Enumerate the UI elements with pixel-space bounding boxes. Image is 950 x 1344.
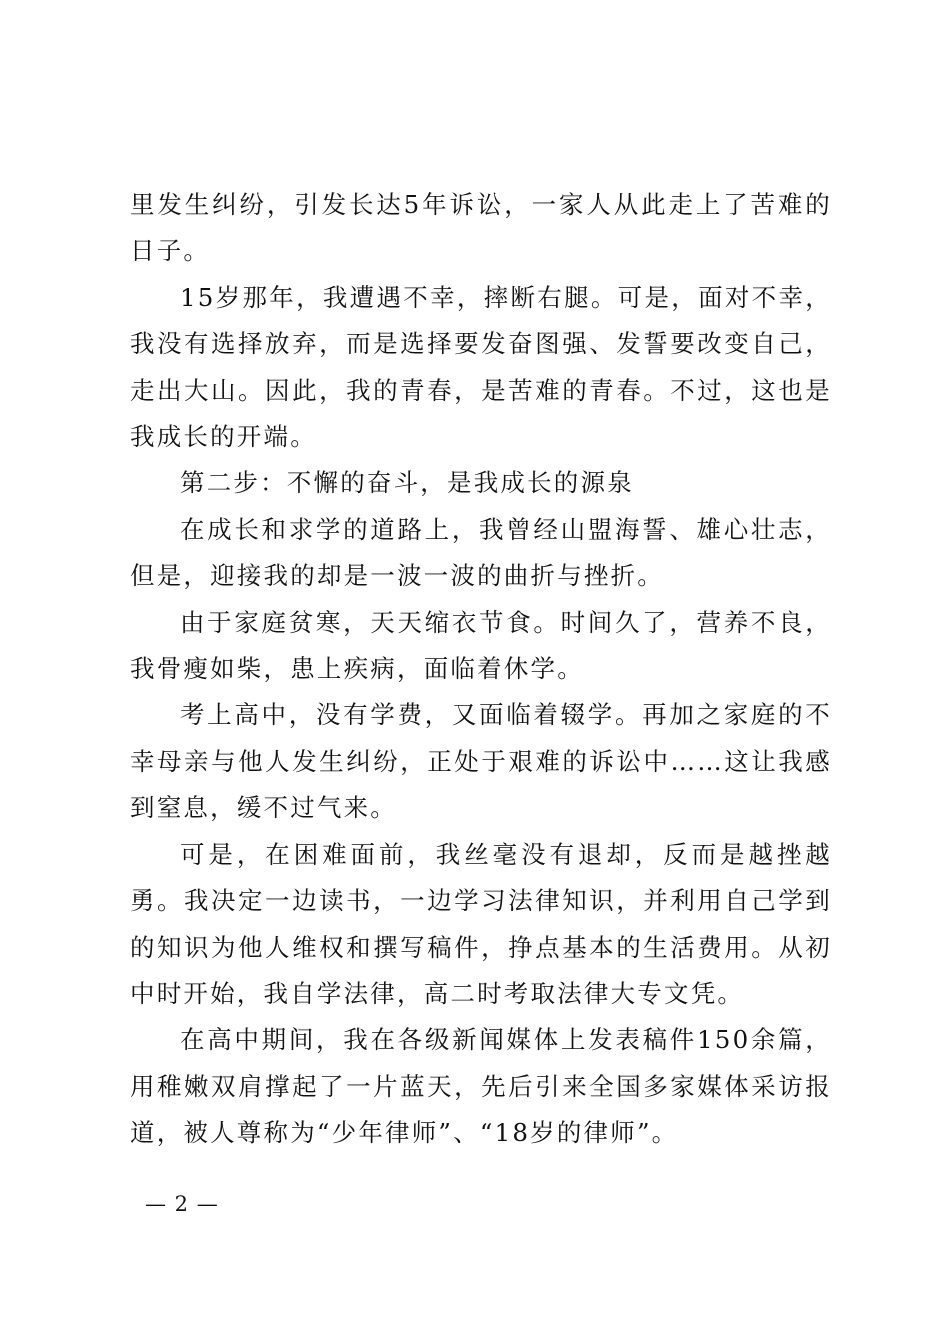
paragraph: 在成长和求学的道路上，我曾经山盟海誓、雄心壮志，但是，迎接我的却是一波一波的曲折与挫折。: [130, 514, 832, 591]
body-text: [130, 182, 832, 1157]
paragraph: 在高中期间，我在各级新闻媒体上发表稿件150余篇，用稚嫩双肩撑起了一片蓝天，先后引来全国多家媒体采访报道，被人尊称为“少年律师”、“18岁的律师”。: [130, 1025, 832, 1148]
page-number: — 2 —: [145, 1192, 219, 1216]
paragraph: 由于家庭贫寒，天天缩衣节食。时间久了，营养不良，我骨瘦如柴，患上疾病，面临着休学。: [130, 607, 832, 684]
paragraph-continuation: 里发生纠纷，引发长达5年诉讼，一家人从此走上了苦难的日子。: [130, 190, 832, 266]
paragraph: 考上高中，没有学费，又面临着辍学。再加之家庭的不幸母亲与他人发生纠纷，正处于艰难的诉讼中……这让我感到窒息，缓不过气来。: [130, 700, 832, 823]
section-heading: 第二步：不懈的奋斗，是我成长的源泉: [180, 468, 634, 498]
paragraph: 15岁那年，我遭遇不幸，摔断右腿。可是，面对不幸，我没有选择放弃，而是选择要发奋图强、发誓要改变自己，走出大山。因此，我的青春，是苦难的青春。不过，这也是我成长的开端。: [130, 282, 832, 452]
paragraph: 可是，在困难面前，我丝毫没有退却，反而是越挫越勇。我决定一边读书，一边学习法律知识，并利用自己学到的知识为他人维权和撰写稿件，挣点基本的生活费用。从初中时开始，我自学法律，高二时考取法律大专文凭。: [130, 839, 832, 1008]
